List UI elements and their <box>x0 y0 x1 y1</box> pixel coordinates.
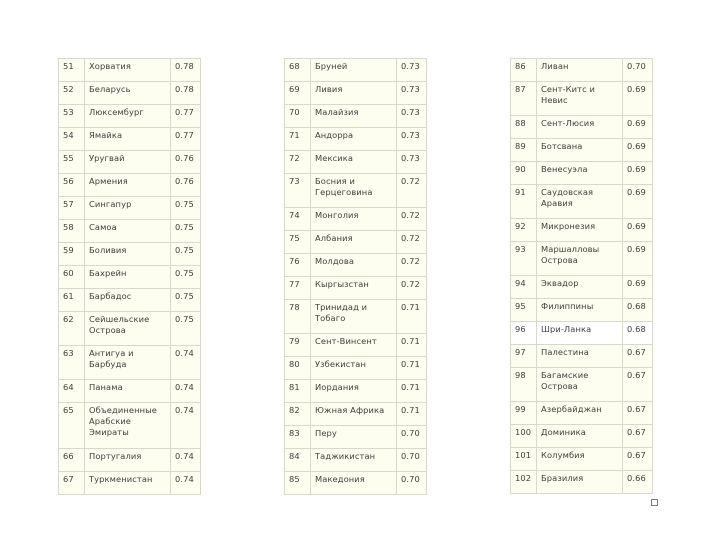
table-row <box>511 471 653 494</box>
score-cell: 0.67 <box>623 368 653 402</box>
table-row <box>511 116 653 139</box>
country-cell: Сингапур <box>85 197 171 220</box>
table-row <box>511 82 653 116</box>
table-row <box>285 277 427 300</box>
rank-cell: 71 <box>285 128 311 151</box>
table-row <box>285 174 427 208</box>
table-row <box>285 128 427 151</box>
rank-cell: 76 <box>285 254 311 277</box>
country-cell: Молдова <box>311 254 397 277</box>
table-row <box>511 322 653 345</box>
rank-cell: 55 <box>59 151 85 174</box>
score-cell: 0.71 <box>397 334 427 357</box>
rank-cell: 51 <box>59 59 85 82</box>
country-cell: Доминика <box>537 425 623 448</box>
country-cell: Малайзия <box>311 105 397 128</box>
table-row <box>59 266 201 289</box>
table-row <box>285 82 427 105</box>
rank-cell: 64 <box>59 380 85 403</box>
table-row <box>59 346 201 380</box>
score-cell: 0.74 <box>171 380 201 403</box>
table-row <box>285 105 427 128</box>
country-cell: Колумбия <box>537 448 623 471</box>
country-cell: Македония <box>311 472 397 495</box>
rank-cell: 93 <box>511 242 537 276</box>
table-row <box>285 449 427 472</box>
country-cell: Ливан <box>537 59 623 82</box>
score-cell: 0.70 <box>397 472 427 495</box>
country-cell: Люксембург <box>85 105 171 128</box>
score-cell: 0.72 <box>397 231 427 254</box>
table-row <box>511 425 653 448</box>
score-cell: 0.74 <box>171 449 201 472</box>
table-row <box>59 403 201 449</box>
rank-cell: 86 <box>511 59 537 82</box>
table-row <box>511 368 653 402</box>
rank-cell: 81 <box>285 380 311 403</box>
score-cell: 0.76 <box>171 151 201 174</box>
rank-cell: 95 <box>511 299 537 322</box>
country-cell: Беларусь <box>85 82 171 105</box>
rank-cell: 88 <box>511 116 537 139</box>
score-cell: 0.69 <box>623 116 653 139</box>
country-cell: Сент-Китс и Невис <box>537 82 623 116</box>
country-cell: Мексика <box>311 151 397 174</box>
rank-cell: 100 <box>511 425 537 448</box>
rank-cell: 101 <box>511 448 537 471</box>
country-cell: Армения <box>85 174 171 197</box>
score-cell: 0.69 <box>623 242 653 276</box>
rank-cell: 65 <box>59 403 85 449</box>
score-cell: 0.77 <box>171 105 201 128</box>
rank-cell: 82 <box>285 403 311 426</box>
country-cell: Андорра <box>311 128 397 151</box>
country-cell: Узбекистан <box>311 357 397 380</box>
rank-cell: 62 <box>59 312 85 346</box>
score-cell: 0.69 <box>623 162 653 185</box>
country-cell: Маршалловы Острова <box>537 242 623 276</box>
country-cell: Ботсвана <box>537 139 623 162</box>
country-cell: Сейшельские Острова <box>85 312 171 346</box>
table-row <box>511 448 653 471</box>
country-cell: Хорватия <box>85 59 171 82</box>
country-cell: Филиппины <box>537 299 623 322</box>
score-cell: 0.67 <box>623 345 653 368</box>
table-row <box>285 426 427 449</box>
country-cell: Самоа <box>85 220 171 243</box>
rank-cell: 85 <box>285 472 311 495</box>
country-cell: Микронезия <box>537 219 623 242</box>
score-cell: 0.76 <box>171 174 201 197</box>
table-row <box>285 380 427 403</box>
country-cell: Эквадор <box>537 276 623 299</box>
table-row <box>511 242 653 276</box>
score-cell: 0.69 <box>623 139 653 162</box>
score-cell: 0.75 <box>171 266 201 289</box>
country-cell: Тринидад и Тобаго <box>311 300 397 334</box>
rank-cell: 78 <box>285 300 311 334</box>
table-row <box>285 254 427 277</box>
table-row <box>511 59 653 82</box>
table-row <box>285 472 427 495</box>
table-row <box>59 82 201 105</box>
table-row <box>285 334 427 357</box>
rank-cell: 67 <box>59 472 85 495</box>
score-cell: 0.67 <box>623 448 653 471</box>
table-row <box>285 300 427 334</box>
rank-cell: 102 <box>511 471 537 494</box>
score-cell: 0.72 <box>397 208 427 231</box>
table-row <box>511 402 653 425</box>
table-row <box>59 243 201 266</box>
country-cell: Багамские Острова <box>537 368 623 402</box>
rank-cell: 97 <box>511 345 537 368</box>
table-row <box>285 403 427 426</box>
country-cell: Албания <box>311 231 397 254</box>
table-row <box>285 357 427 380</box>
table-row <box>59 220 201 243</box>
country-cell: Азербайджан <box>537 402 623 425</box>
table-row <box>59 449 201 472</box>
rank-cell: 87 <box>511 82 537 116</box>
country-cell: Босния и Герцеговина <box>311 174 397 208</box>
rank-cell: 73 <box>285 174 311 208</box>
country-cell: Сент-Люсия <box>537 116 623 139</box>
rank-cell: 66 <box>59 449 85 472</box>
score-cell: 0.72 <box>397 254 427 277</box>
score-cell: 0.67 <box>623 425 653 448</box>
country-cell: Саудовская Аравия <box>537 185 623 219</box>
rank-cell: 98 <box>511 368 537 402</box>
rank-cell: 60 <box>59 266 85 289</box>
rank-cell: 72 <box>285 151 311 174</box>
score-cell: 0.75 <box>171 220 201 243</box>
table-row <box>285 208 427 231</box>
country-cell: Антигуа и Барбуда <box>85 346 171 380</box>
country-cell: Барбадос <box>85 289 171 312</box>
score-cell: 0.73 <box>397 82 427 105</box>
country-cell: Сент-Винсент <box>311 334 397 357</box>
score-cell: 0.73 <box>397 59 427 82</box>
rank-cell: 83 <box>285 426 311 449</box>
country-cell: Ливия <box>311 82 397 105</box>
country-cell: Бруней <box>311 59 397 82</box>
score-cell: 0.71 <box>397 357 427 380</box>
score-cell: 0.75 <box>171 243 201 266</box>
country-cell: Боливия <box>85 243 171 266</box>
score-cell: 0.69 <box>623 185 653 219</box>
rank-cell: 89 <box>511 139 537 162</box>
table-row <box>511 219 653 242</box>
table-row <box>511 139 653 162</box>
rank-cell: 94 <box>511 276 537 299</box>
table-row <box>59 312 201 346</box>
rank-cell: 61 <box>59 289 85 312</box>
country-cell: Иордания <box>311 380 397 403</box>
rank-cell: 52 <box>59 82 85 105</box>
rank-cell: 80 <box>285 357 311 380</box>
country-cell: Монголия <box>311 208 397 231</box>
rank-cell: 69 <box>285 82 311 105</box>
score-cell: 0.70 <box>623 59 653 82</box>
rank-cell: 57 <box>59 197 85 220</box>
score-cell: 0.77 <box>171 128 201 151</box>
score-cell: 0.73 <box>397 128 427 151</box>
score-cell: 0.78 <box>171 82 201 105</box>
rank-cell: 68 <box>285 59 311 82</box>
rank-cell: 74 <box>285 208 311 231</box>
country-cell: Палестина <box>537 345 623 368</box>
rank-cell: 92 <box>511 219 537 242</box>
table-row <box>59 151 201 174</box>
rank-cell: 54 <box>59 128 85 151</box>
country-cell: Таджикистан <box>311 449 397 472</box>
country-cell: Панама <box>85 380 171 403</box>
country-cell: Португалия <box>85 449 171 472</box>
rank-cell: 90 <box>511 162 537 185</box>
table-row <box>285 151 427 174</box>
country-cell: Южная Африка <box>311 403 397 426</box>
table-row <box>59 197 201 220</box>
score-cell: 0.75 <box>171 312 201 346</box>
resize-handle[interactable] <box>651 499 658 506</box>
rank-cell: 56 <box>59 174 85 197</box>
score-cell: 0.69 <box>623 82 653 116</box>
country-cell: Перу <box>311 426 397 449</box>
score-cell: 0.78 <box>171 59 201 82</box>
score-cell: 0.75 <box>171 197 201 220</box>
score-cell: 0.66 <box>623 471 653 494</box>
rank-cell: 77 <box>285 277 311 300</box>
table-row <box>59 59 201 82</box>
rank-cell: 75 <box>285 231 311 254</box>
score-cell: 0.74 <box>171 403 201 449</box>
table-row <box>59 472 201 495</box>
country-cell: Объединенные Арабские Эмираты <box>85 403 171 449</box>
rank-cell: 58 <box>59 220 85 243</box>
country-cell: Кыргызстан <box>311 277 397 300</box>
table-row <box>511 276 653 299</box>
ranking-table-3 <box>510 58 653 494</box>
country-cell: Бахрейн <box>85 266 171 289</box>
score-cell: 0.71 <box>397 403 427 426</box>
rank-cell: 59 <box>59 243 85 266</box>
country-cell: Венесуэла <box>537 162 623 185</box>
score-cell: 0.69 <box>623 219 653 242</box>
score-cell: 0.74 <box>171 346 201 380</box>
table-row <box>511 299 653 322</box>
country-cell: Шри-Ланка <box>537 322 623 345</box>
rank-cell: 91 <box>511 185 537 219</box>
rank-cell: 53 <box>59 105 85 128</box>
table-row <box>59 380 201 403</box>
score-cell: 0.70 <box>397 449 427 472</box>
rank-cell: 96 <box>511 322 537 345</box>
table-row <box>285 59 427 82</box>
table-row <box>59 105 201 128</box>
score-cell: 0.69 <box>623 276 653 299</box>
score-cell: 0.72 <box>397 277 427 300</box>
score-cell: 0.75 <box>171 289 201 312</box>
rank-cell: 84 <box>285 449 311 472</box>
table-row <box>59 289 201 312</box>
rank-cell: 79 <box>285 334 311 357</box>
table-row <box>59 128 201 151</box>
country-cell: Туркменистан <box>85 472 171 495</box>
table-row <box>511 185 653 219</box>
score-cell: 0.73 <box>397 151 427 174</box>
table-row <box>59 174 201 197</box>
rank-cell: 70 <box>285 105 311 128</box>
score-cell: 0.68 <box>623 322 653 345</box>
country-cell: Бразилия <box>537 471 623 494</box>
score-cell: 0.71 <box>397 380 427 403</box>
score-cell: 0.71 <box>397 300 427 334</box>
table-row <box>511 345 653 368</box>
score-cell: 0.74 <box>171 472 201 495</box>
country-cell: Ямайка <box>85 128 171 151</box>
score-cell: 0.68 <box>623 299 653 322</box>
score-cell: 0.72 <box>397 174 427 208</box>
rank-cell: 99 <box>511 402 537 425</box>
table-row <box>285 231 427 254</box>
ranking-table-2 <box>284 58 427 495</box>
ranking-table-1 <box>58 58 201 495</box>
rank-cell: 63 <box>59 346 85 380</box>
score-cell: 0.73 <box>397 105 427 128</box>
country-cell: Уругвай <box>85 151 171 174</box>
score-cell: 0.70 <box>397 426 427 449</box>
table-row <box>511 162 653 185</box>
score-cell: 0.67 <box>623 402 653 425</box>
